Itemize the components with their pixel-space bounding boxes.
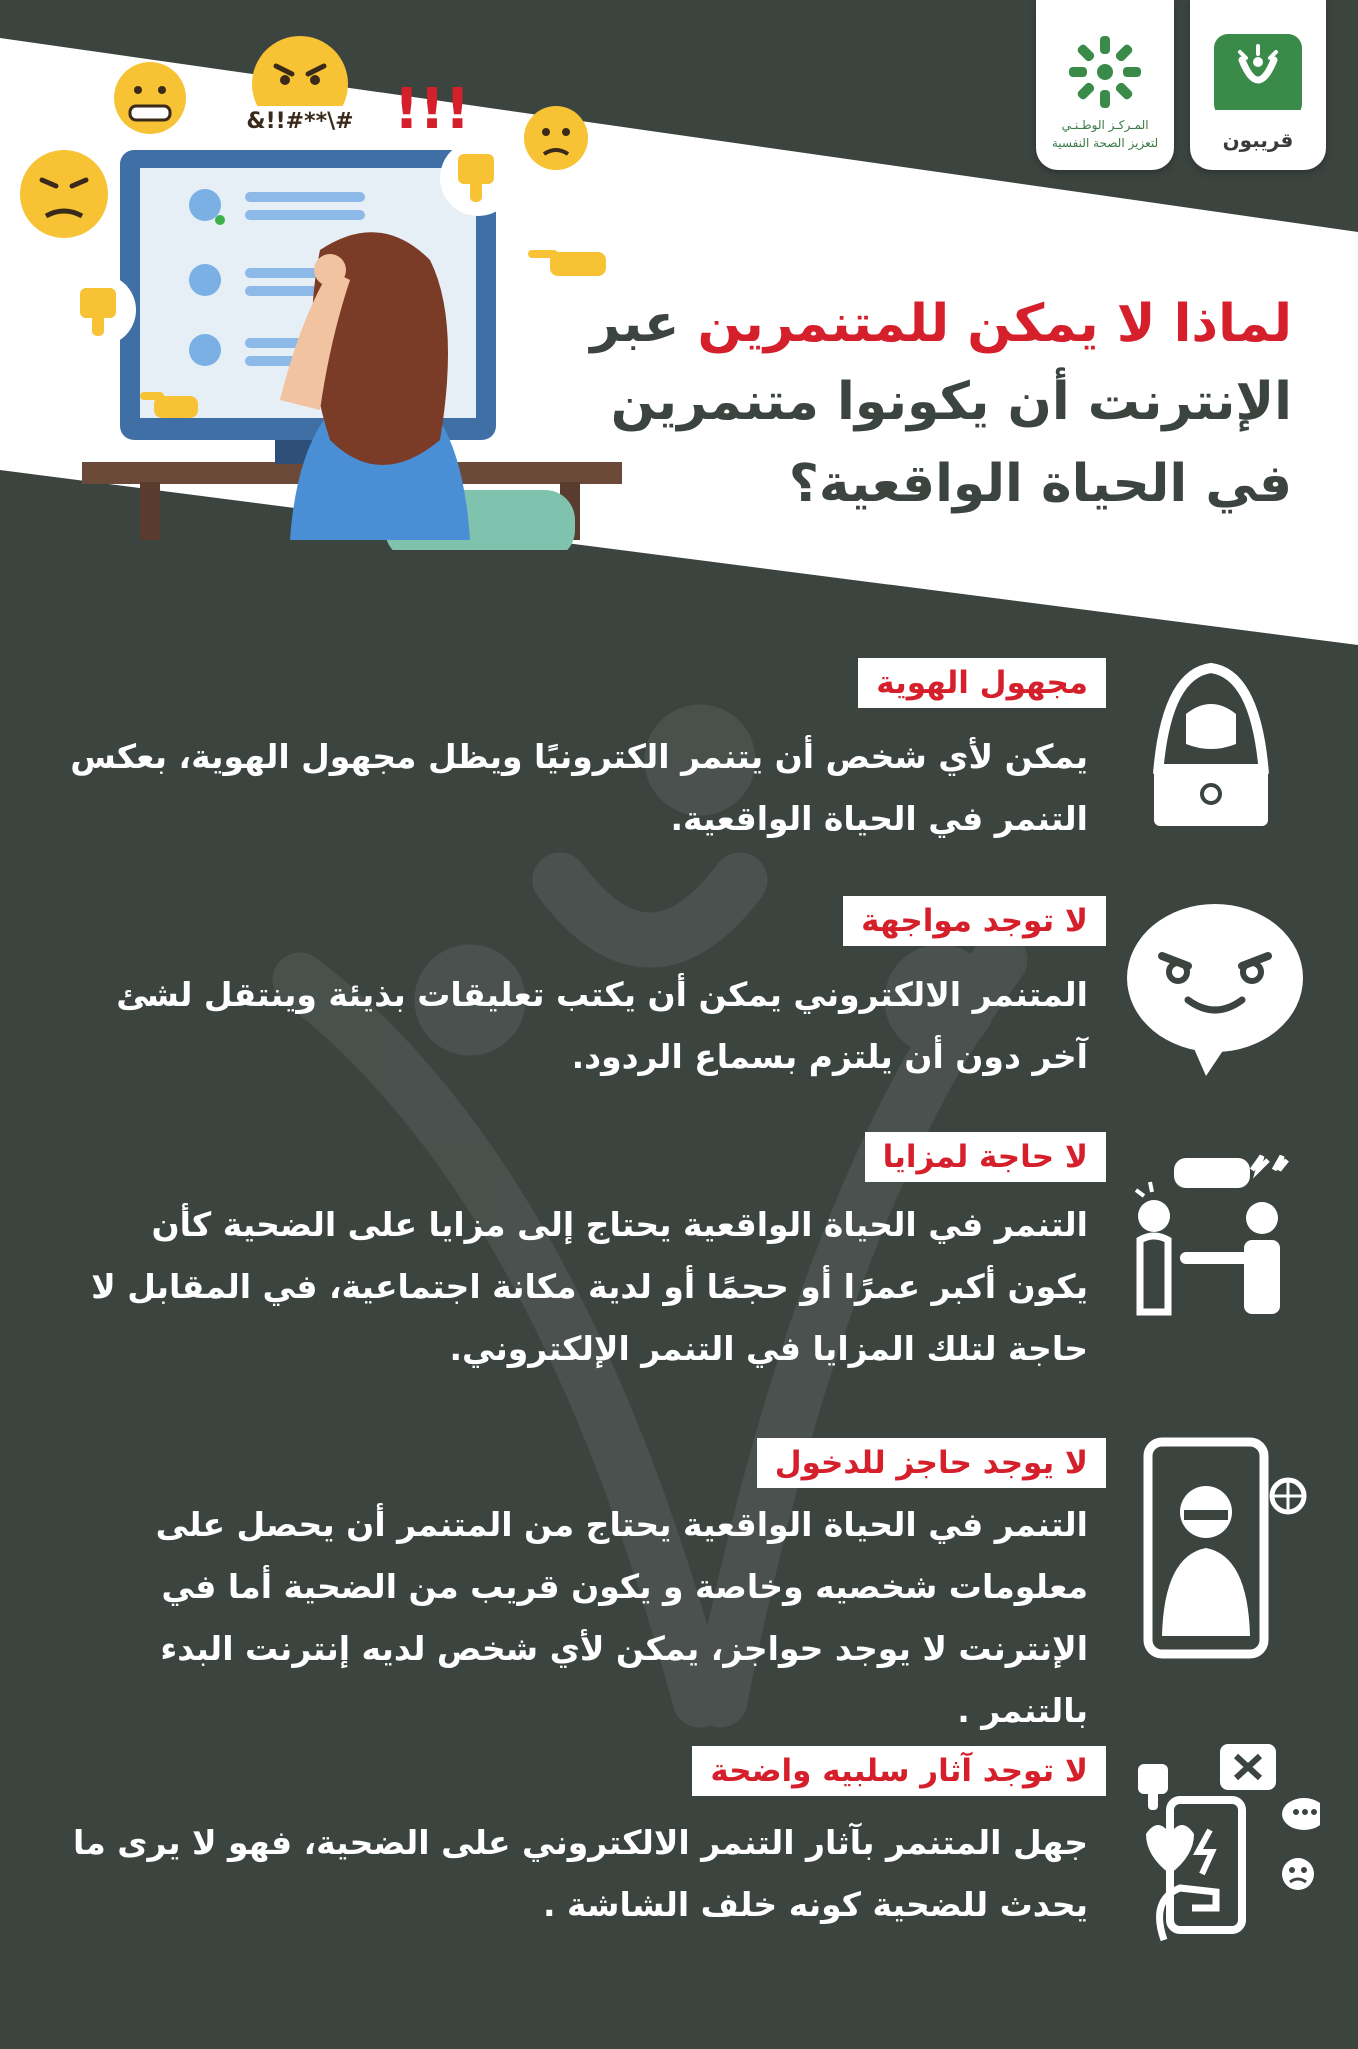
section-body-no-barrier: التنمر في الحياة الواقعية يحتاج من المتنمر أن يحصل على معلومات شخصيه وخاصة و يكون قريب من الضحية أما في الإنترنت لا يوجد حواجز، يمكن لأي شخص لديه إنترنت البدء بالتنمر .: [155, 1505, 1088, 1730]
hero-title-line3: في الحياة الواقعية؟: [788, 454, 1292, 514]
symbols-text: &!!#**\#: [246, 109, 354, 134]
section-body-anonymous: يمكن لأي شخص أن يتنمر الكترونيًا ويظل مجهول الهوية، بعكس التنمر في الحياة الواقعية.: [70, 737, 1088, 838]
stressed-woman-at-computer: [0, 20, 640, 550]
qareeboon-leaf-logo: [1190, 0, 1326, 110]
thumbs-down-icon-1: [440, 140, 516, 216]
section-body-no-visible-effects: جهل المتنمر بآثار التنمر الالكتروني على الضحية، فهو لا يرى ما يحدث للضحية كونه خلف الشاشة .: [72, 1823, 1088, 1924]
qareeboon-name: قريبون: [1222, 128, 1294, 152]
hero-title-word: عبر: [590, 294, 680, 354]
qareeboon-logo[interactable]: [1190, 0, 1326, 170]
bully-pointing-icon: [1124, 1148, 1304, 1328]
hero-title-line2: الإنترنت أن يكونوا متنمرين: [610, 372, 1292, 432]
ncmh-logo[interactable]: [1036, 0, 1174, 170]
phone-with-masked-person-icon: [1140, 1436, 1310, 1666]
section-body-no-advantages: التنمر في الحياة الواقعية يحتاج إلى مزايا على الضحية كأن يكون أكبر عمرًا أو حجمًا أو لدية مكانة اجتماعية، في المقابل لا حاجة لتلك المزايا في التنمر الإلكتروني.: [91, 1205, 1088, 1368]
exclaim-text: !!!: [393, 77, 471, 142]
phone-negative-reactions-icon: [1120, 1740, 1320, 1950]
hero-title-highlight: لماذا لا يمكن للمتنمرين: [697, 294, 1292, 354]
hooded-hacker-icon: [1136, 654, 1286, 834]
thumbs-down-icon-2: [64, 274, 136, 346]
angry-speech-bubble-icon: [1122, 896, 1308, 1076]
section-heading-no-barrier: لا يوجد حاجز للدخول: [757, 1438, 1106, 1488]
emoji-sad: [524, 106, 588, 170]
pointing-hand-icon-1: [528, 250, 606, 276]
section-heading-no-visible-effects: لا توجد آثار سلبيه واضحة: [692, 1746, 1106, 1796]
emoji-angry-1: [20, 150, 108, 238]
ncmh-star-logo: [1036, 0, 1174, 112]
hero-title-line1: [590, 292, 1292, 356]
emoji-grimace: [114, 62, 186, 134]
ncmh-name-line2: لتعزيز الصحة النفسية: [1051, 136, 1159, 150]
ncmh-name-line1: المـركـز الوطـنـي: [1061, 118, 1149, 132]
section-body-no-confrontation: المتنمر الالكتروني يمكن أن يكتب تعليقات بذيئة وينتقل لشئ آخر دون أن يلتزم بسماع الردود.: [116, 975, 1088, 1076]
section-heading-no-advantages: لا حاجة لمزايا: [865, 1132, 1106, 1182]
section-heading-anonymous: مجهول الهوية: [858, 658, 1106, 708]
section-heading-no-confrontation: لا توجد مواجهة: [843, 896, 1106, 946]
